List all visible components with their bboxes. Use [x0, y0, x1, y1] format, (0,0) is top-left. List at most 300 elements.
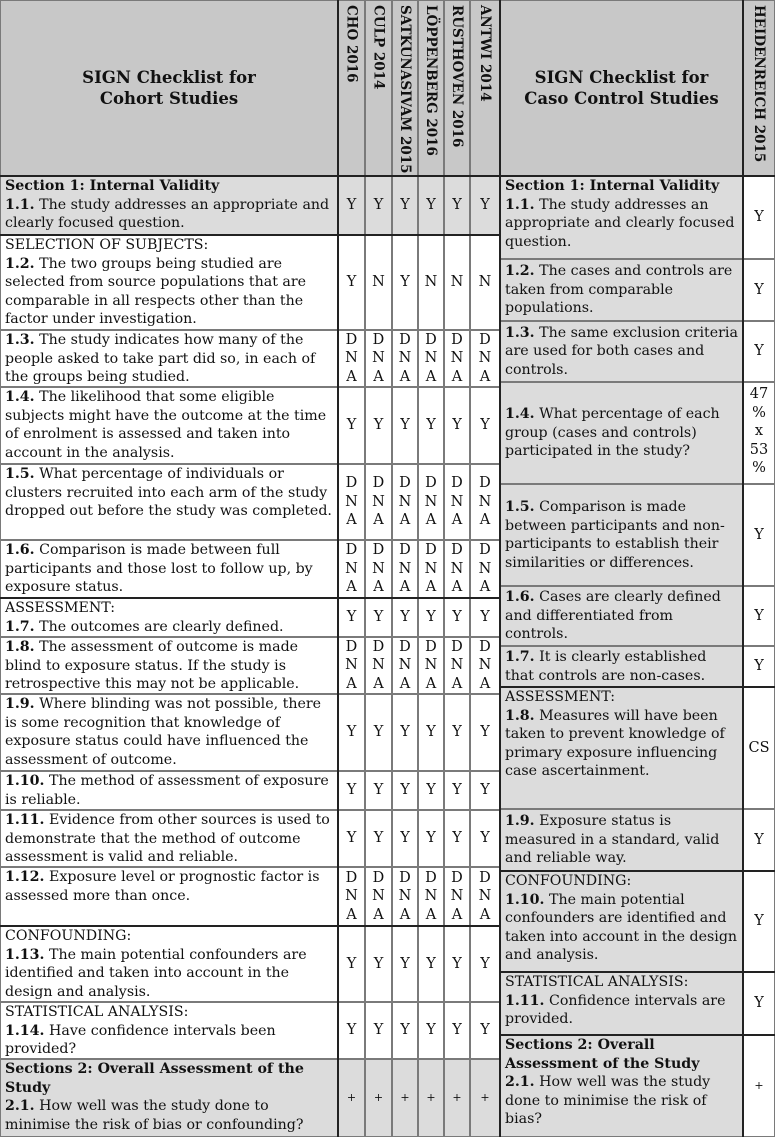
- question-number: 1.9.: [505, 813, 535, 830]
- question-body: Exposure level or prognostic factor is assessed more than once.: [5, 869, 320, 904]
- study-name: CULP 2014: [370, 5, 387, 90]
- answer-letter: A: [479, 906, 491, 923]
- cohort-answer-cell: [392, 810, 418, 867]
- study-column-header-1: [365, 0, 392, 176]
- answer-letter: N: [345, 560, 358, 577]
- column-divider: [499, 0, 501, 1137]
- answer-letter: D: [425, 542, 437, 559]
- cohort-answer-value: Y: [452, 197, 462, 214]
- cohort-answer-cell: [392, 1002, 418, 1059]
- cohort-answer-value: Y: [452, 830, 462, 847]
- cohort-answer-cell: [365, 810, 392, 867]
- cohort-answer-dna: [365, 637, 392, 694]
- cohort-answer-cell: [444, 176, 470, 235]
- answer-letter: A: [479, 512, 491, 529]
- answer-letter: N: [372, 350, 385, 367]
- question-body: The method of assessment of exposure is reliable.: [5, 773, 329, 808]
- question-text: [5, 1022, 334, 1059]
- cohort-answer-value: Y: [373, 1022, 384, 1039]
- question-number: 1.5.: [505, 499, 535, 515]
- cohort-answer-cell: [418, 926, 444, 1002]
- cohort-answer-value: Y: [346, 724, 357, 741]
- case-control-answer-value: Y: [754, 526, 764, 543]
- question-body: Comparison is made between participants and non-participants to establish their similarities or differences.: [505, 499, 725, 571]
- question-body: Evidence from other sources is used to demonstrate that the method of outcome assessment is valid and reliable.: [5, 812, 330, 865]
- answer-letter: N: [478, 350, 492, 367]
- cohort-answer-value: Y: [400, 724, 410, 741]
- answer-letter: N: [372, 493, 385, 510]
- question-body: The main potential confounders are identified and taken into account in the design and analysis.: [5, 946, 307, 1000]
- answer-letter: A: [479, 368, 491, 385]
- cohort-answer-dna: [418, 867, 444, 926]
- section-rule: [0, 925, 500, 927]
- answer-letter: N: [398, 493, 412, 510]
- cohort-answer-dna: [470, 330, 500, 387]
- cohort-answer-dna: [470, 464, 500, 540]
- cohort-answer-value: Y: [373, 724, 384, 741]
- cohort-answer-cell: [470, 387, 500, 464]
- answer-letter: D: [345, 638, 358, 655]
- cohort-question-8: [0, 637, 338, 694]
- cohort-answer-value: Y: [373, 782, 384, 799]
- question-number: 1.10.: [5, 773, 45, 789]
- study-name: SATKUNASIVAM 2015: [397, 5, 413, 174]
- cohort-answer-value: +: [346, 1090, 357, 1104]
- cohort-answer-cell: [444, 598, 470, 637]
- cohort-answer-cell: [392, 176, 418, 235]
- question-body: Measures will have been taken to prevent knowledge of primary exposure influencing case ascertainment.: [505, 707, 725, 779]
- cohort-answer-value: Y: [400, 197, 410, 214]
- question-text: [5, 811, 334, 867]
- question-body: The outcomes are clearly defined.: [39, 618, 284, 635]
- question-body: Comparison is made between full participants and those lost to follow up, by exposure status.: [5, 542, 313, 595]
- question-text: [505, 588, 739, 644]
- section-heading: STATISTICAL ANALYSIS:: [5, 1004, 189, 1020]
- answer-letter: D: [345, 869, 358, 886]
- answer-letter: N: [424, 888, 438, 905]
- cohort-question-13: [0, 926, 338, 1002]
- section-heading: Sections 2: Overall Assessment of the Study: [5, 1061, 304, 1096]
- question-number: 1.14.: [5, 1022, 45, 1039]
- cohort-answer-value: N: [478, 274, 492, 291]
- question-number: 1.11.: [505, 992, 545, 1009]
- case-control-question-1: [500, 176, 743, 259]
- cohort-answer-cell: [338, 235, 365, 330]
- cohort-answer-cell: [418, 771, 444, 810]
- section-rule: [0, 234, 500, 236]
- cohort-answer-dna: [392, 464, 418, 540]
- question-text: [5, 255, 334, 329]
- cohort-answer-value: +: [400, 1090, 410, 1104]
- answer-letter: A: [451, 675, 463, 692]
- cohort-answer-dna: [338, 464, 365, 540]
- answer-letter: A: [399, 368, 411, 385]
- study-name: HEIDENREICH 2015: [751, 5, 767, 163]
- answer-letter: D: [345, 475, 358, 492]
- cohort-question-2: [0, 235, 338, 330]
- answer-letter: N: [450, 657, 464, 674]
- cohort-question-5: [0, 464, 338, 540]
- case-control-answer-cell: [743, 972, 775, 1035]
- answer-letter: D: [479, 638, 491, 655]
- question-number: 1.2.: [505, 263, 535, 280]
- question-body: The assessment of outcome is made blind to exposure status. If the study is retrospective this may not be applicable.: [5, 639, 300, 692]
- answer-letter: A: [425, 579, 437, 596]
- question-number: 2.1.: [505, 1074, 535, 1090]
- case-control-answer-value: Y: [754, 343, 764, 360]
- cohort-answer-cell: [418, 387, 444, 464]
- case-control-title-line-1: SIGN Checklist for: [534, 68, 709, 87]
- cohort-answer-value: Y: [452, 417, 462, 434]
- answer-letter: A: [399, 906, 411, 923]
- cohort-answer-dna: [444, 464, 470, 540]
- cohort-answer-value: +: [373, 1090, 384, 1104]
- cohort-question-6: [0, 540, 338, 598]
- answer-letter: D: [372, 869, 385, 886]
- study-column-header-4: [444, 0, 470, 176]
- case-control-question-6: [500, 586, 743, 646]
- cohort-answer-value: Y: [346, 1022, 357, 1039]
- answer-letter: A: [373, 579, 384, 596]
- cohort-answer-value: +: [452, 1090, 462, 1104]
- cohort-answer-value: Y: [452, 724, 462, 741]
- cohort-answer-value: Y: [373, 197, 384, 214]
- answer-letter: A: [399, 512, 411, 529]
- cohort-answer-value: Y: [346, 609, 357, 626]
- question-body: What percentage of individuals or clusters recruited into each arm of the study dropped out before the study was completed.: [5, 466, 332, 519]
- cohort-answer-value: Y: [400, 782, 410, 799]
- cohort-answer-dna: [338, 867, 365, 926]
- question-number: 1.10.: [505, 891, 545, 908]
- case-control-answer-value: Y: [754, 831, 764, 848]
- case-control-question-10: [500, 871, 743, 972]
- cohort-answer-dna: [444, 637, 470, 694]
- question-text: [5, 772, 334, 809]
- cohort-answer-value: Y: [400, 830, 410, 847]
- question-body: Cases are clearly defined and differentiated from controls.: [505, 589, 721, 643]
- cohort-answer-dna: [418, 540, 444, 598]
- cohort-answer-value: Y: [426, 417, 436, 434]
- cohort-answer-cell: [444, 926, 470, 1002]
- section-heading: SELECTION OF SUBJECTS:: [5, 237, 209, 253]
- cohort-answer-value: Y: [346, 830, 357, 847]
- answer-letter: D: [372, 475, 385, 492]
- cohort-answer-dna: [392, 637, 418, 694]
- question-body: How well was the study done to minimise the risk of bias?: [505, 1074, 711, 1127]
- answer-letter: D: [479, 869, 491, 886]
- column-divider: [337, 0, 339, 1137]
- cohort-answer-cell: [418, 176, 444, 235]
- question-number: 1.1.: [505, 196, 535, 213]
- answer-letter: D: [451, 331, 463, 348]
- cohort-answer-cell: [418, 1002, 444, 1059]
- question-body: Where blinding was not possible, there is some recognition that knowledge of exposure status could have influenced the assessment of outcome.: [5, 696, 322, 768]
- answer-letter: D: [479, 331, 491, 348]
- answer-letter: A: [451, 368, 463, 385]
- study-name: LÖPPENBERG 2016: [423, 5, 439, 156]
- cohort-title-line-1: SIGN Checklist for: [82, 68, 256, 87]
- cohort-answer-dna: [392, 867, 418, 926]
- case-control-question-3: [500, 321, 743, 382]
- cohort-question-14: [0, 1002, 338, 1059]
- case-control-answer-value: 47: [749, 386, 769, 402]
- question-text: [505, 1073, 739, 1129]
- case-control-answer-cell: [743, 1035, 775, 1137]
- question-number: 1.5.: [5, 466, 35, 482]
- cohort-answer-value: Y: [373, 417, 384, 434]
- section-rule: [500, 870, 775, 872]
- question-number: 1.1.: [5, 196, 35, 213]
- answer-letter: N: [398, 888, 412, 905]
- question-number: 1.7.: [5, 618, 35, 635]
- section-rule: [500, 971, 775, 973]
- cohort-title-line-2: Cohort Studies: [99, 89, 239, 108]
- question-body: The likelihood that some eligible subjects might have the outcome at the time of enrolment is assessed and taken into account in the analysis.: [5, 389, 327, 461]
- case-control-answer-cell: [743, 586, 775, 646]
- section-rule: [0, 175, 500, 177]
- question-number: 1.8.: [5, 639, 35, 655]
- section-heading: ASSESSMENT:: [5, 600, 116, 616]
- cohort-answer-value: Y: [346, 274, 357, 291]
- answer-letter: D: [399, 475, 411, 492]
- cohort-answer-value: Y: [426, 609, 436, 626]
- answer-letter: N: [345, 657, 358, 674]
- cohort-answer-dna: [418, 330, 444, 387]
- answer-letter: D: [451, 475, 463, 492]
- answer-letter: N: [372, 888, 385, 905]
- question-text: [505, 405, 739, 461]
- answer-letter: D: [425, 331, 437, 348]
- cohort-answer-dna: [470, 540, 500, 598]
- cohort-answer-dna: [365, 464, 392, 540]
- answer-letter: N: [398, 657, 412, 674]
- cohort-answer-value: Y: [452, 1022, 462, 1039]
- cohort-answer-cell: [338, 1059, 365, 1137]
- question-text: [505, 992, 739, 1029]
- cohort-answer-dna: [365, 330, 392, 387]
- cohort-answer-value: Y: [480, 417, 490, 434]
- case-control-answer-cell: [743, 382, 775, 484]
- cohort-answer-cell: [444, 387, 470, 464]
- section-heading: CONFOUNDING:: [5, 928, 132, 944]
- cohort-answer-value: Y: [426, 955, 436, 972]
- column-divider: [742, 0, 744, 1137]
- cohort-answer-value: Y: [452, 609, 462, 626]
- cohort-answer-value: Y: [480, 782, 490, 799]
- cohort-question-10: [0, 771, 338, 810]
- question-text: [5, 541, 334, 597]
- cohort-question-12: [0, 867, 338, 926]
- answer-letter: A: [425, 512, 437, 529]
- cohort-answer-cell: [444, 1002, 470, 1059]
- cohort-question-9: [0, 694, 338, 771]
- answer-letter: N: [398, 350, 412, 367]
- cohort-answer-cell: [470, 1002, 500, 1059]
- cohort-answer-value: Y: [480, 830, 490, 847]
- cohort-answer-value: Y: [373, 955, 384, 972]
- question-text: [505, 707, 739, 781]
- cohort-answer-value: Y: [400, 417, 410, 434]
- cohort-answer-value: Y: [400, 609, 410, 626]
- cohort-question-4: [0, 387, 338, 464]
- cohort-answer-cell: [470, 694, 500, 771]
- cohort-answer-value: Y: [480, 724, 490, 741]
- cohort-answer-cell: [338, 1002, 365, 1059]
- cohort-answer-value: Y: [346, 417, 357, 434]
- answer-letter: A: [346, 906, 357, 923]
- cohort-answer-value: Y: [400, 1022, 410, 1039]
- case-control-question-11: [500, 972, 743, 1035]
- cohort-answer-value: N: [372, 274, 385, 291]
- question-number: 1.9.: [5, 696, 35, 712]
- question-text: [505, 196, 739, 252]
- cohort-answer-cell: [470, 235, 500, 330]
- answer-letter: A: [346, 579, 357, 596]
- answer-letter: D: [399, 331, 411, 348]
- cohort-answer-cell: [365, 1002, 392, 1059]
- answer-letter: A: [451, 579, 463, 596]
- answer-letter: A: [399, 579, 411, 596]
- study-column-header-5: [470, 0, 500, 176]
- cohort-answer-value: Y: [480, 955, 490, 972]
- cohort-answer-dna: [365, 867, 392, 926]
- cohort-answer-cell: [418, 694, 444, 771]
- cohort-answer-value: N: [424, 274, 438, 291]
- answer-letter: A: [373, 368, 384, 385]
- case-control-answer-value: +: [754, 1078, 764, 1092]
- answer-letter: N: [345, 888, 358, 905]
- study-name: ANTWI 2014: [477, 5, 493, 102]
- answer-letter: D: [479, 542, 491, 559]
- answer-letter: A: [346, 675, 357, 692]
- cohort-answer-dna: [338, 637, 365, 694]
- cohort-answer-cell: [470, 926, 500, 1002]
- case-control-answer-cell: [743, 809, 775, 871]
- case-control-answer-value: Y: [754, 658, 764, 675]
- answer-letter: D: [345, 331, 358, 348]
- cohort-answer-dna: [392, 540, 418, 598]
- cohort-answer-cell: [470, 176, 500, 235]
- cohort-answer-value: Y: [426, 830, 436, 847]
- cohort-answer-cell: [470, 771, 500, 810]
- question-text: [505, 498, 739, 572]
- cohort-answer-cell: [338, 598, 365, 637]
- question-text: [5, 618, 334, 637]
- question-number: 2.1.: [5, 1098, 35, 1114]
- cohort-answer-dna: [418, 464, 444, 540]
- case-control-answer-cell: [743, 484, 775, 586]
- cohort-answer-value: Y: [426, 197, 436, 214]
- cohort-answer-cell: [418, 598, 444, 637]
- cohort-answer-cell: [392, 1059, 418, 1137]
- question-text: [5, 331, 334, 387]
- case-control-answer-cell: [743, 259, 775, 321]
- cohort-answer-value: Y: [452, 955, 462, 972]
- section-rule: [0, 597, 500, 599]
- case-control-question-5: [500, 484, 743, 586]
- case-control-answer-value: CS: [748, 739, 770, 756]
- answer-letter: N: [424, 657, 438, 674]
- answer-letter: D: [345, 542, 358, 559]
- cohort-answer-cell: [338, 926, 365, 1002]
- cohort-answer-cell: [365, 926, 392, 1002]
- cohort-answer-value: Y: [426, 724, 436, 741]
- answer-letter: A: [346, 368, 357, 385]
- cohort-answer-cell: [338, 694, 365, 771]
- answer-letter: N: [450, 350, 464, 367]
- cohort-question-15: [0, 1059, 338, 1137]
- cohort-answer-value: Y: [480, 1022, 490, 1039]
- answer-letter: D: [425, 869, 437, 886]
- answer-letter: D: [451, 638, 463, 655]
- question-body: The study indicates how many of the people asked to take part did so, in each of the groups being studied.: [5, 332, 316, 385]
- answer-letter: A: [451, 906, 463, 923]
- question-text: [505, 891, 739, 965]
- case-control-answer-value: %: [752, 460, 766, 476]
- section-heading: Section 1: Internal Validity: [505, 178, 720, 194]
- cohort-answer-cell: [338, 771, 365, 810]
- section-heading: CONFOUNDING:: [505, 873, 632, 889]
- case-control-answer-cell: [743, 871, 775, 972]
- question-number: 1.2.: [5, 255, 35, 272]
- section-heading: Sections 2: Overall Assessment of the Study: [505, 1037, 700, 1072]
- answer-letter: A: [451, 512, 463, 529]
- question-text: [5, 1097, 334, 1134]
- section-rule: [500, 1034, 775, 1036]
- answer-letter: N: [450, 888, 464, 905]
- answer-letter: A: [346, 512, 357, 529]
- case-control-question-4: [500, 382, 743, 484]
- cohort-answer-cell: [418, 1059, 444, 1137]
- cohort-answer-cell: [444, 694, 470, 771]
- cohort-answer-dna: [338, 330, 365, 387]
- question-number: 1.7.: [505, 649, 535, 665]
- answer-letter: N: [424, 350, 438, 367]
- answer-letter: A: [479, 675, 491, 692]
- question-body: How well was the study done to minimise the risk of bias or confounding?: [5, 1098, 304, 1133]
- question-number: 1.8.: [505, 707, 535, 724]
- cohort-question-3: [0, 330, 338, 387]
- case-control-answer-cell: [743, 687, 775, 809]
- answer-letter: D: [399, 869, 411, 886]
- answer-letter: N: [478, 888, 492, 905]
- cohort-answer-cell: [365, 598, 392, 637]
- question-number: 1.6.: [5, 542, 35, 558]
- question-text: [5, 946, 334, 1002]
- question-body: The two groups being studied are selected from source populations that are comparable in all respects other than the factor under investigation.: [5, 255, 307, 327]
- question-body: What percentage of each group (cases and controls) participated in the study?: [505, 406, 720, 460]
- case-control-question-9: [500, 809, 743, 871]
- cohort-answer-dna: [444, 867, 470, 926]
- cohort-answer-cell: [365, 387, 392, 464]
- answer-letter: A: [425, 906, 437, 923]
- cohort-answer-cell: [444, 1059, 470, 1137]
- cohort-answer-cell: [338, 387, 365, 464]
- cohort-answer-value: N: [450, 274, 464, 291]
- answer-letter: D: [399, 638, 411, 655]
- case-control-answer-value: Y: [754, 913, 764, 930]
- cohort-answer-cell: [338, 810, 365, 867]
- answer-letter: N: [345, 493, 358, 510]
- case-control-answer-cell: [743, 321, 775, 382]
- answer-letter: D: [425, 638, 437, 655]
- cohort-answer-value: Y: [480, 609, 490, 626]
- answer-letter: D: [372, 331, 385, 348]
- answer-letter: D: [399, 542, 411, 559]
- cohort-answer-value: Y: [480, 197, 490, 214]
- cohort-answer-dna: [338, 540, 365, 598]
- cohort-answer-cell: [365, 771, 392, 810]
